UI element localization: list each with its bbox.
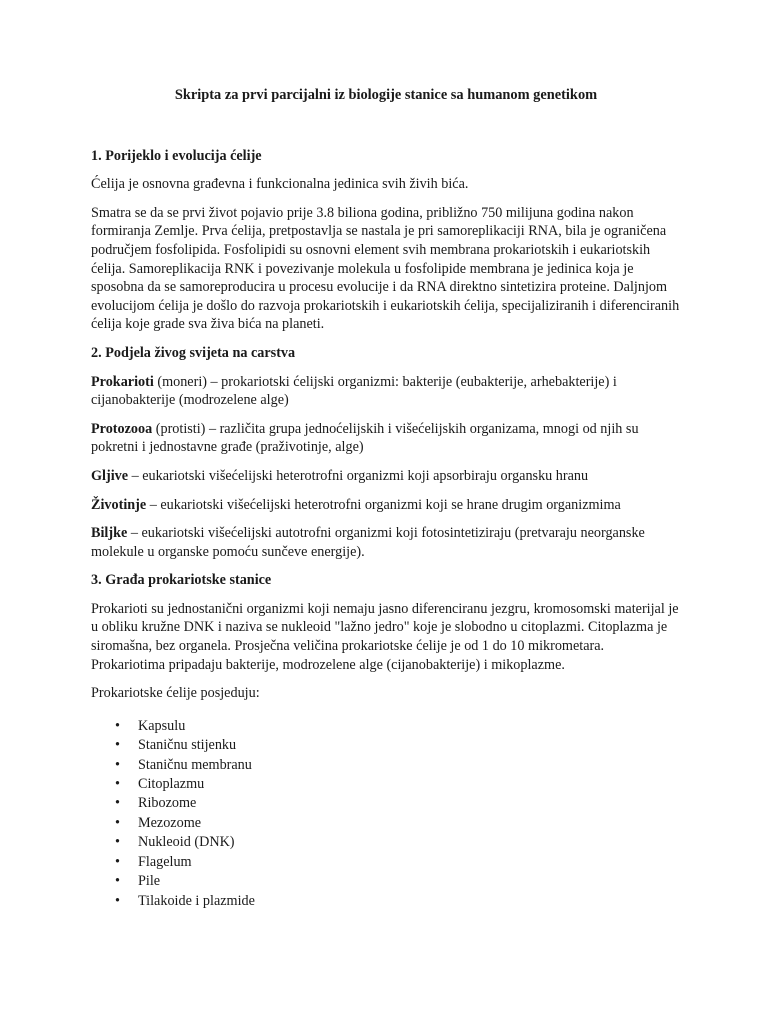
list-item	[115, 833, 681, 852]
kingdom-term: Biljke	[91, 525, 128, 542]
list-item	[115, 853, 681, 872]
kingdom-zivotinje	[91, 496, 681, 515]
section-1-paragraph-1: Ćelija je osnovna građevna i funkcionalna jedinica svih živih bića.	[91, 176, 469, 193]
kingdom-description: – eukariotski višećelijski heterotrofni organizmi koji apsorbiraju organsku hranu	[128, 467, 589, 484]
list-item-label: Staničnu stijenku	[138, 737, 237, 754]
kingdom-protozooa	[91, 420, 681, 457]
bullet-icon: •	[115, 795, 120, 812]
section-1-paragraph-2: Smatra se da se prvi život pojavio prije 3.8 biliona godina, približno 750 milijuna godina nakon formiranja Zemlje. Prva ćelija, pretpostavlja se nastala je pri samoreplikaciji RNA, bila je ograničena područjem fosfolipida. Fosfolipidi su osnovni element svih membrana prokariotskih i eukariotskih ćelija. Samoreplikacija RNK i povezivanje molekula u fosfolipide membrana je jedinica koja je sposobna da se samoreproducira u procesu evolucije i da RNA direktno sintetizira proteine. Daljnjom evolucijom ćelija je došlo do razvoja prokariotskih i eukariotskih ćelija, specijaliziranih i diferenciranih ćelija koje grade sva živa bića na planeti.	[91, 204, 680, 333]
bullet-icon: •	[115, 737, 120, 754]
list-item	[115, 756, 681, 775]
list-item	[115, 872, 681, 891]
section-2-heading: 2. Podjela živog svijeta na carstva	[91, 344, 296, 361]
bullet-icon: •	[115, 873, 120, 890]
bullet-icon: •	[115, 892, 120, 909]
prokaryote-components-list	[91, 717, 681, 911]
list-item-label: Staničnu membranu	[138, 756, 252, 773]
list-item-label: Ribozome	[138, 795, 197, 812]
list-item	[115, 717, 681, 736]
list-item-label: Tilakoide i plazmide	[138, 892, 255, 909]
kingdom-description: – eukariotski višećelijski autotrofni organizmi koji fotosintetiziraju (pretvaraju neorganske molekule u organske pomoću sunčeve energije).	[91, 525, 645, 560]
kingdom-term: Životinje	[91, 496, 147, 513]
kingdom-description: (moneri) – prokariotski ćelijski organizmi: bakterije (eubakterije, arhebakterije) i cijanobakterije (modrozelene alge)	[91, 373, 617, 409]
kingdom-term: Protozooa	[91, 420, 153, 437]
list-item	[115, 892, 681, 911]
list-item-label: Mezozome	[138, 814, 202, 831]
list-item	[115, 814, 681, 833]
list-item-label: Nukleoid (DNK)	[138, 834, 235, 851]
kingdom-description: (protisti) – različita grupa jednoćelijskih i višećelijskih organizama, mnogi od njih su pokretni i jednostavne građe (praživotinje, alge)	[91, 420, 639, 456]
kingdom-term: Gljive	[91, 467, 129, 484]
list-item	[115, 775, 681, 794]
section-1-heading: 1. Porijeklo i evolucija ćelije	[91, 147, 262, 164]
bullet-icon: •	[115, 776, 120, 793]
document-page	[91, 86, 681, 911]
list-item	[115, 794, 681, 813]
list-item-label: Pile	[138, 873, 161, 890]
kingdom-term: Prokarioti	[91, 373, 154, 390]
bullet-icon: •	[115, 756, 120, 773]
kingdom-prokarioti	[91, 373, 681, 410]
document-title: Skripta za prvi parcijalni iz biologije stanice sa humanom genetikom	[174, 87, 598, 103]
bullet-icon: •	[115, 814, 120, 831]
list-item	[115, 736, 681, 755]
section-3-paragraph-2: Prokariotske ćelije posjeduju:	[91, 685, 260, 702]
section-3-heading: 3. Građa prokariotske stanice	[91, 572, 272, 589]
bullet-icon: •	[115, 853, 120, 870]
kingdom-description: – eukariotski višećelijski heterotrofni organizmi koji se hrane drugim organizmima	[146, 496, 621, 513]
bullet-icon: •	[115, 717, 120, 734]
kingdom-biljke	[91, 524, 681, 561]
list-item-label: Kapsulu	[138, 717, 186, 734]
kingdom-gljive	[91, 467, 681, 486]
list-item-label: Flagelum	[138, 853, 192, 870]
list-item-label: Citoplazmu	[138, 776, 205, 793]
section-3-paragraph-1: Prokarioti su jednostanični organizmi koji nemaju jasno diferenciranu jezgru, kromosomski materijal je u obliku kružne DNK i naziva se nukleoid "lažno jedro" koje je slobodno u citoplazmi. Citoplazma je siromašna, bez organela. Prosječna veličina prokariotske ćelije je od 1 do 10 mikrometara. Prokariotima pripadaju bakterije, modrozelene alge (cijanobakterije) i mikoplazme.	[91, 600, 679, 673]
bullet-icon: •	[115, 834, 120, 851]
